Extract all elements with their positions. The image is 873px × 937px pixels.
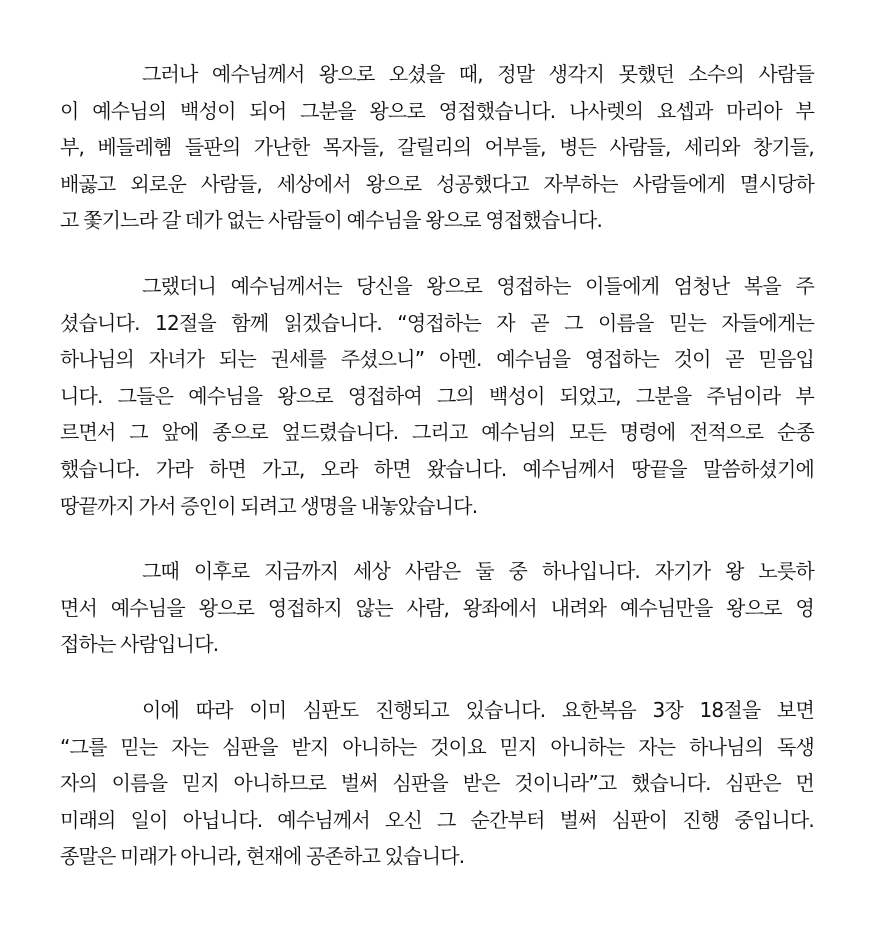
text-line: 배곯고 외로운 사람들, 세상에서 왕으로 성공했다고 자부하는 사람들에게 멸시당하 xyxy=(60,171,814,196)
document-body xyxy=(60,56,814,904)
text-line: 그랬더니 예수님께서는 당신을 왕으로 영접하는 이들에게 엄청난 복을 주 xyxy=(142,273,814,298)
paragraph xyxy=(60,56,814,239)
text-line: “그를 믿는 자는 심판을 받지 아니하는 것이요 믿지 아니하는 자는 하나님의 독생 xyxy=(60,734,814,759)
text-line: 미래의 일이 아닙니다. 예수님께서 오신 그 순간부터 벌써 심판이 진행 중입니다. xyxy=(60,807,814,832)
text-line: 했습니다. 가라 하면 가고, 오라 하면 왔습니다. 예수님께서 땅끝을 말씀하셨기에 xyxy=(60,456,814,481)
paragraph xyxy=(60,268,814,524)
paragraph xyxy=(60,553,814,663)
text-line: 그때 이후로 지금까지 세상 사람은 둘 중 하나입니다. 자기가 왕 노릇하 xyxy=(142,559,814,584)
text-line: 땅끝까지 가서 증인이 되려고 생명을 내놓았습니다. xyxy=(60,493,478,518)
text-line: 고 쫓기느라 갈 데가 없는 사람들이 예수님을 왕으로 영접했습니다. xyxy=(60,208,603,233)
text-line: 이 예수님의 백성이 되어 그분을 왕으로 영접했습니다. 나사렛의 요셉과 마리아 부 xyxy=(60,98,814,123)
text-line: 접하는 사람입니다. xyxy=(60,632,219,657)
text-line: 니다. 그들은 예수님을 왕으로 영접하여 그의 백성이 되었고, 그분을 주님이라 부 xyxy=(60,383,814,408)
text-line: 셨습니다. 12절을 함께 읽겠습니다. “영접하는 자 곧 그 이름을 믿는 자들에게는 xyxy=(60,310,814,335)
text-line: 부, 베들레헴 들판의 가난한 목자들, 갈릴리의 어부들, 병든 사람들, 세리와 창기들, xyxy=(60,135,814,160)
text-line: 르면서 그 앞에 종으로 엎드렸습니다. 그리고 예수님의 모든 명령에 전적으로 순종 xyxy=(60,420,814,445)
text-line: 그러나 예수님께서 왕으로 오셨을 때, 정말 생각지 못했던 소수의 사람들 xyxy=(142,62,814,86)
text-line: 이에 따라 이미 심판도 진행되고 있습니다. 요한복음 3장 18절을 보면 xyxy=(142,697,814,722)
text-line: 면서 예수님을 왕으로 영접하지 않는 사람, 왕좌에서 내려와 예수님만을 왕으로 영 xyxy=(60,595,814,620)
text-line: 자의 이름을 믿지 아니하므로 벌써 심판을 받은 것이니라”고 했습니다. 심판은 먼 xyxy=(60,771,814,796)
text-line: 하나님의 자녀가 되는 권세를 주셨으니” 아멘. 예수님을 영접하는 것이 곧 믿음입 xyxy=(60,347,814,372)
paragraph xyxy=(60,692,814,875)
text-line: 종말은 미래가 아니라, 현재에 공존하고 있습니다. xyxy=(60,844,465,869)
